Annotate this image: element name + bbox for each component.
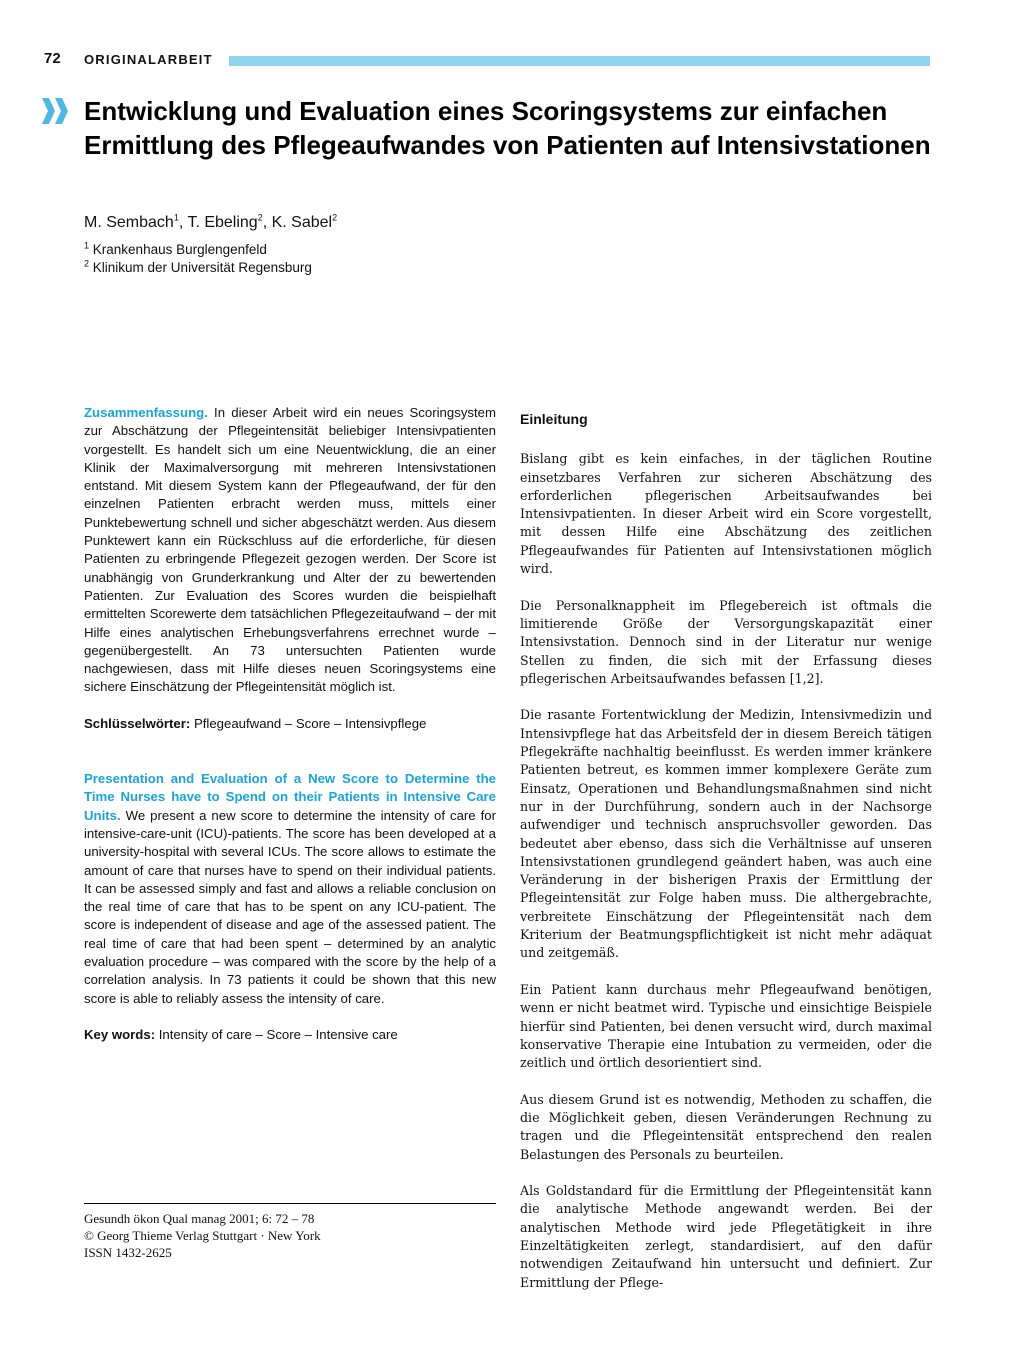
article-title: Entwicklung und Evaluation eines Scoringsystems zur einfachen Ermittlung des Pflegeaufwandes von Patienten auf Intensivstationen xyxy=(84,96,931,160)
keywords-text: Intensity of care – Score – Intensive care xyxy=(158,1026,398,1042)
author-name: M. Sembach xyxy=(84,214,174,231)
body-paragraph: Ein Patient kann durchaus mehr Pflegeaufwand benötigen, wenn er nicht beatmet wird. Typische und einsichtige Beispiele hierfür sind Patienten, bei denen versucht wird, durch maximal konservative Therapie eine Intubation zu vermeiden, oder die zeitlich und örtlich desorientiert sind. xyxy=(520,981,932,1071)
abstract-heading: Zusammenfassung. xyxy=(84,405,208,420)
abstract-german xyxy=(84,404,496,697)
affiliation xyxy=(84,242,267,257)
introduction-column xyxy=(520,410,932,1310)
author-list: M. Sembach$^1$, T. Ebeling$^2$, K. Sabel$^2$ xyxy=(84,212,338,231)
affiliation-number: 2 xyxy=(84,258,90,269)
author-affiliation-mark: 2 xyxy=(332,212,338,223)
abstract-heading: Presentation and Evaluation of a New Score to Determine the Time Nurses have to Spend on their Patients in Intensive Care Units. xyxy=(84,771,496,823)
running-header xyxy=(44,50,930,72)
body-paragraph: Aus diesem Grund ist es notwendig, Methoden zu schaffen, die die Möglichkeit geben, diesen Veränderungen Rechnung zu tragen und die Pflegeintensität entsprechend den realen Belastungen des Personals zu beurteilen. xyxy=(520,1091,932,1162)
affiliation-name: Klinikum der Universität Regensburg xyxy=(92,260,312,275)
affiliation xyxy=(84,260,312,275)
issn-line: ISSN 1432-2625 xyxy=(84,1245,172,1260)
page-number: 72 xyxy=(44,50,61,67)
abstract-english xyxy=(84,770,496,1008)
chevron-marker-icon xyxy=(40,96,72,131)
author-name: K. Sabel xyxy=(271,214,333,231)
abstract-text: In dieser Arbeit wird ein neues Scoringsystem zur Abschätzung der Pflegeintensität beliebiger Intensivpatienten vorgestellt. Es handelt sich um eine Neuentwicklung, die an einer Klinik der Maximalversorgung mit mehreren Intensivstationen entstand. Mit diesem System kann der Pflegeaufwand, der für den einzelnen Patienten erbracht werden muss, mittels einer Punktebewertung schnell und sicher abgeschätzt werden. Aus diesem Punktewert kann ein Rückschluss auf die erforderliche, für diesen Patienten zu erbringende Pflegezeit gezogen werden. Der Score ist unabhängig von Grunderkrankung und Alter der zu bewertenden Patienten. Zur Evaluation des Scores wurden die beispielhaft ermittelten Scorewerte dem tatsächlichen Pflegezeitaufwand – der mit Hilfe eines analytischen Erhebungsverfahrens errechnet wurde – gegenübergestellt. An 73 untersuchten Patienten wurde nachgewiesen, dass mit Hilfe dieses neuen Scoringsystems eine sichere Einschätzung der Pflegeintensität möglich ist. xyxy=(84,405,496,695)
body-paragraph: Die rasante Fortentwicklung der Medizin, Intensivmedizin und Intensivpflege hat das Arbeitsfeld der in diesem Bereich tätigen Pflegekräfte nachhaltig beeinflusst. Es werden immer kränkere Patienten betreut, es kommen immer komplexere Geräte zum Einsatz, Operationen und Behandlungsmaßnahmen sind nicht nur in der Durchführung, sondern auch in der Nachsorge aufwendiger und technisch anspruchsvoller geworden. Das bedeutet aber ebenso, dass sich die Verhältnisse auf unseren Intensivstationen grundlegend geändert haben, was auch eine Veränderung in der bisherigen Praxis der Ermittlung der Pflegeintensität zur Folge haben muss. Die althergebrachte, verbreitete Einschätzung der Pflegeintensität nach dem Kriterium der Beatmungspflichtigkeit ist nicht mehr adäquat und zeitgemäß. xyxy=(520,707,932,961)
keywords-label: Key words: xyxy=(84,1026,156,1042)
body-paragraph: Als Goldstandard für die Ermittlung der Pflegeintensität kann die analytische Methode angewandt werden. Bei der analytischen Methode wird jede Pflegetätigkeit in ihre Einzeltätigkeiten zerlegt, standardisiert, auf den dafür notwendigen Zeitaufwand hin untersucht und definiert. Zur Ermittlung der Pflege- xyxy=(520,1183,932,1290)
publisher-line: © Georg Thieme Verlag Stuttgart · New York xyxy=(84,1228,321,1243)
header-accent-bar xyxy=(229,56,930,66)
citation-footer xyxy=(84,1203,496,1261)
affiliation-number: 1 xyxy=(84,240,90,251)
keywords-label: Schlüsselwörter: xyxy=(84,715,191,731)
abstract-column xyxy=(84,404,496,1044)
section-heading: Einleitung xyxy=(520,411,588,427)
author-name: T. Ebeling xyxy=(187,214,258,231)
author-affiliation-mark: 1 xyxy=(173,212,179,223)
body-paragraph: Die Personalknappheit im Pflegebereich ist oftmals die limitierende Größe der Versorgungskapazität einer Intensivstation. Dennoch sind in der Literatur nur wenige Stellen zu finden, die sich mit der Erfassung dieses pflegerischen Arbeitsaufwandes befassen [1,2]. xyxy=(520,597,932,686)
journal-citation: Gesundh ökon Qual manag 2001; 6: 72 – 78 xyxy=(84,1211,315,1226)
affiliation-name: Krankenhaus Burglengenfeld xyxy=(92,242,267,257)
keywords-text: Pflegeaufwand – Score – Intensivpflege xyxy=(193,715,427,731)
abstract-text: We present a new score to determine the intensity of care for intensive-care-unit (ICU)-patients. The score has been developed at a university-hospital with several ICUs. The score allows to estimate the amount of care that nurses have to spend on their individual patients. It can be assessed simply and fast and allows a reliable conclusion on the real time of care that has to be spent on any ICU-patient. The score is independent of disease and age of the assessed patient. The real time of care that had been spent – determined by an analytic evaluation procedure – was compared with the score by the help of a correlation analysis. In 73 patients it could be shown that this new score is able to reliably assess the intensity of care. xyxy=(84,807,497,1006)
section-label: ORIGINALARBEIT xyxy=(84,52,213,67)
keywords-english xyxy=(84,1026,496,1044)
keywords-german xyxy=(84,715,496,733)
author-affiliation-mark: 2 xyxy=(257,212,263,223)
body-paragraph: Bislang gibt es kein einfaches, in der täglichen Routine einsetzbares Verfahren zur sicheren Abschätzung des erforderlichen pflegerischen Arbeitsaufwandes bei Intensivpatienten. In dieser Arbeit wird ein Score vorgestellt, mit dessen Hilfe eine Abschätzung des zeitlichen Pflegeaufwandes für Patienten auf Intensivstationen möglich wird. xyxy=(520,451,932,577)
